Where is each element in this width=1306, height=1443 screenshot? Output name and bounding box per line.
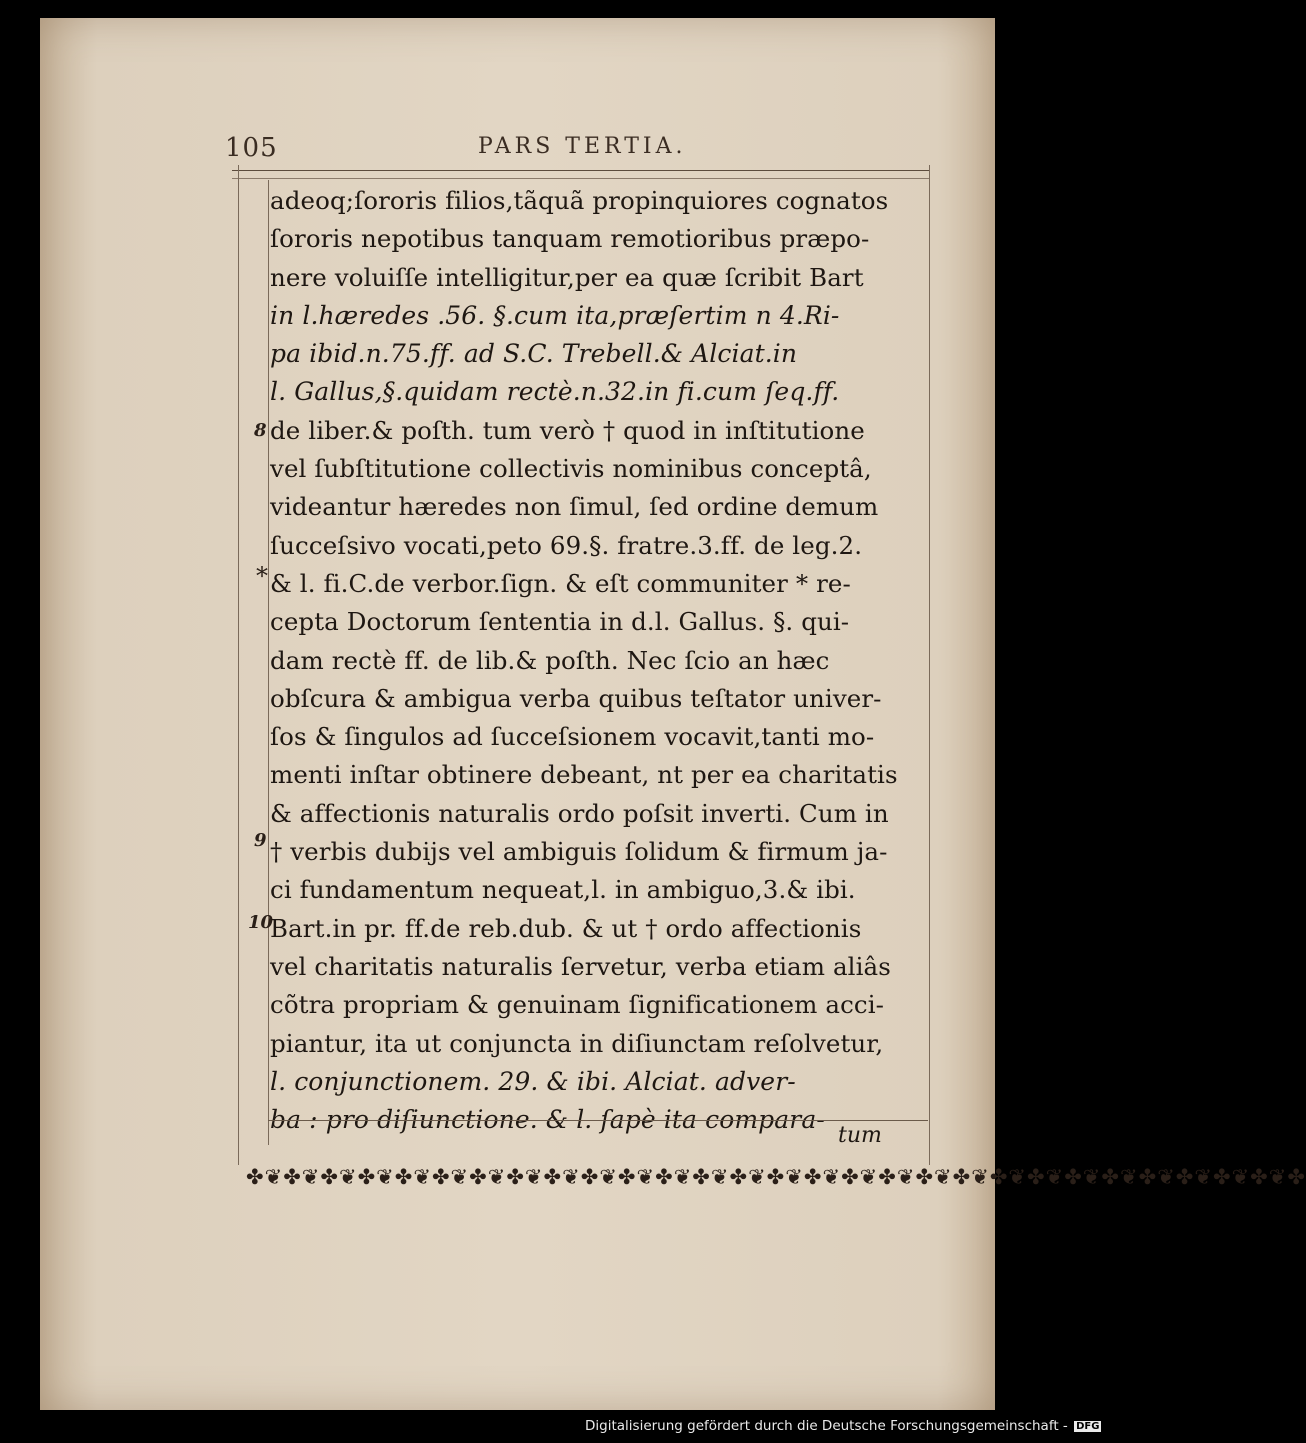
text-line-25: ba : pro diſiunctione. & l. ſapè ita compara- <box>270 1105 825 1135</box>
text-line-16: menti inſtar obtinere debeant, nt per ea charitatis <box>270 760 898 790</box>
margin-number-10: 10 <box>248 912 274 933</box>
ornament-band: ✤❦✤❦✤❦✤❦✤❦✤❦✤❦✤❦✤❦✤❦✤❦✤❦✤❦✤❦✤❦✤❦✤❦✤❦✤❦✤❦✤❦✤❦✤❦✤❦✤❦✤❦✤❦✤❦✤ <box>246 1165 1306 1189</box>
margin-number-9: 9 <box>254 830 267 851</box>
body-text <box>270 182 920 1139</box>
text-line-12: cepta Doctorum ſententia in d.l. Gallus. §. qui- <box>270 607 850 637</box>
text-line-18: † verbis dubijs vel ambiguis ſolidum & firmum ja- <box>270 837 888 867</box>
text-line-23: piantur, ita ut conjuncta in diſiunctam reſolvetur, <box>270 1028 884 1058</box>
text-line-11: & l. fi.C.de verbor.ſign. & eſt communiter * re- <box>270 568 851 598</box>
margin-number-8: 8 <box>254 420 267 441</box>
text-line-17: & affectionis naturalis ordo poſsit inverti. Cum in <box>270 798 889 828</box>
text-line-22: cõtra propriam & genuinam ſignificationem acci- <box>270 990 885 1020</box>
text-line-20: Bart.in pr. ff.de reb.dub. & ut † ordo affectionis <box>270 913 862 943</box>
page-number: 105 <box>225 133 278 163</box>
bottom-rule <box>268 1120 928 1121</box>
text-line-4: in l.hæredes .56. §.cum ita,præſertim n 4.Ri- <box>270 300 840 330</box>
text-line-21: vel charitatis naturalis ſervetur, verba etiam aliâs <box>270 951 891 981</box>
text-line-1: adeoq;ſororis filios,tãquã propinquiores cognatos <box>270 186 889 215</box>
text-line-9: videantur hæredes non ſimul, ſed ordine demum <box>270 492 879 522</box>
text-line-15: ſos & ſingulos ad ſucceſsionem vocavit,tanti mo- <box>270 722 875 752</box>
text-line-6: l. Gallus,§.quidam rectè.n.32.in fi.cum ſeq.ff. <box>270 377 840 407</box>
footer-text: Digitalisierung gefördert durch die Deutsche Forschungsgemeinschaft - <box>585 1418 1068 1434</box>
text-line-24: l. conjunctionem. 29. & ibi. Alciat. adver- <box>270 1066 796 1096</box>
text-line-14: obſcura & ambigua verba quibus teſtator univer- <box>270 683 882 713</box>
text-line-8: vel ſubſtitutione collectivis nominibus conceptâ, <box>270 454 872 484</box>
margin-asterisk: * <box>256 562 268 590</box>
digitization-footer <box>585 1418 1101 1434</box>
catchword: tum <box>838 1123 882 1148</box>
text-line-3: nere voluiſſe intelligitur,per ea quæ ſcribit Bart <box>270 262 864 292</box>
running-head: PARS TERTIA. <box>478 134 687 159</box>
text-line-2: ſororis nepotibus tanquam remotioribus præpo- <box>270 224 870 254</box>
text-line-5: pa ibid.n.75.ff. ad S.C. Trebell.& Alciat.in <box>270 339 798 369</box>
text-line-13: dam rectè ff. de lib.& poſth. Nec ſcio an hæc <box>270 645 830 675</box>
dfg-logo: DFG <box>1076 1420 1100 1432</box>
text-line-19: ci fundamentum nequeat,l. in ambiguo,3.& ibi. <box>270 875 856 905</box>
text-line-10: ſucceſsivo vocati,peto 69.§. fratre.3.ff. de leg.2. <box>270 530 863 560</box>
text-line-7: de liber.& poſth. tum verò † quod in inſtitutione <box>270 415 865 445</box>
margin-rule <box>268 180 269 1145</box>
